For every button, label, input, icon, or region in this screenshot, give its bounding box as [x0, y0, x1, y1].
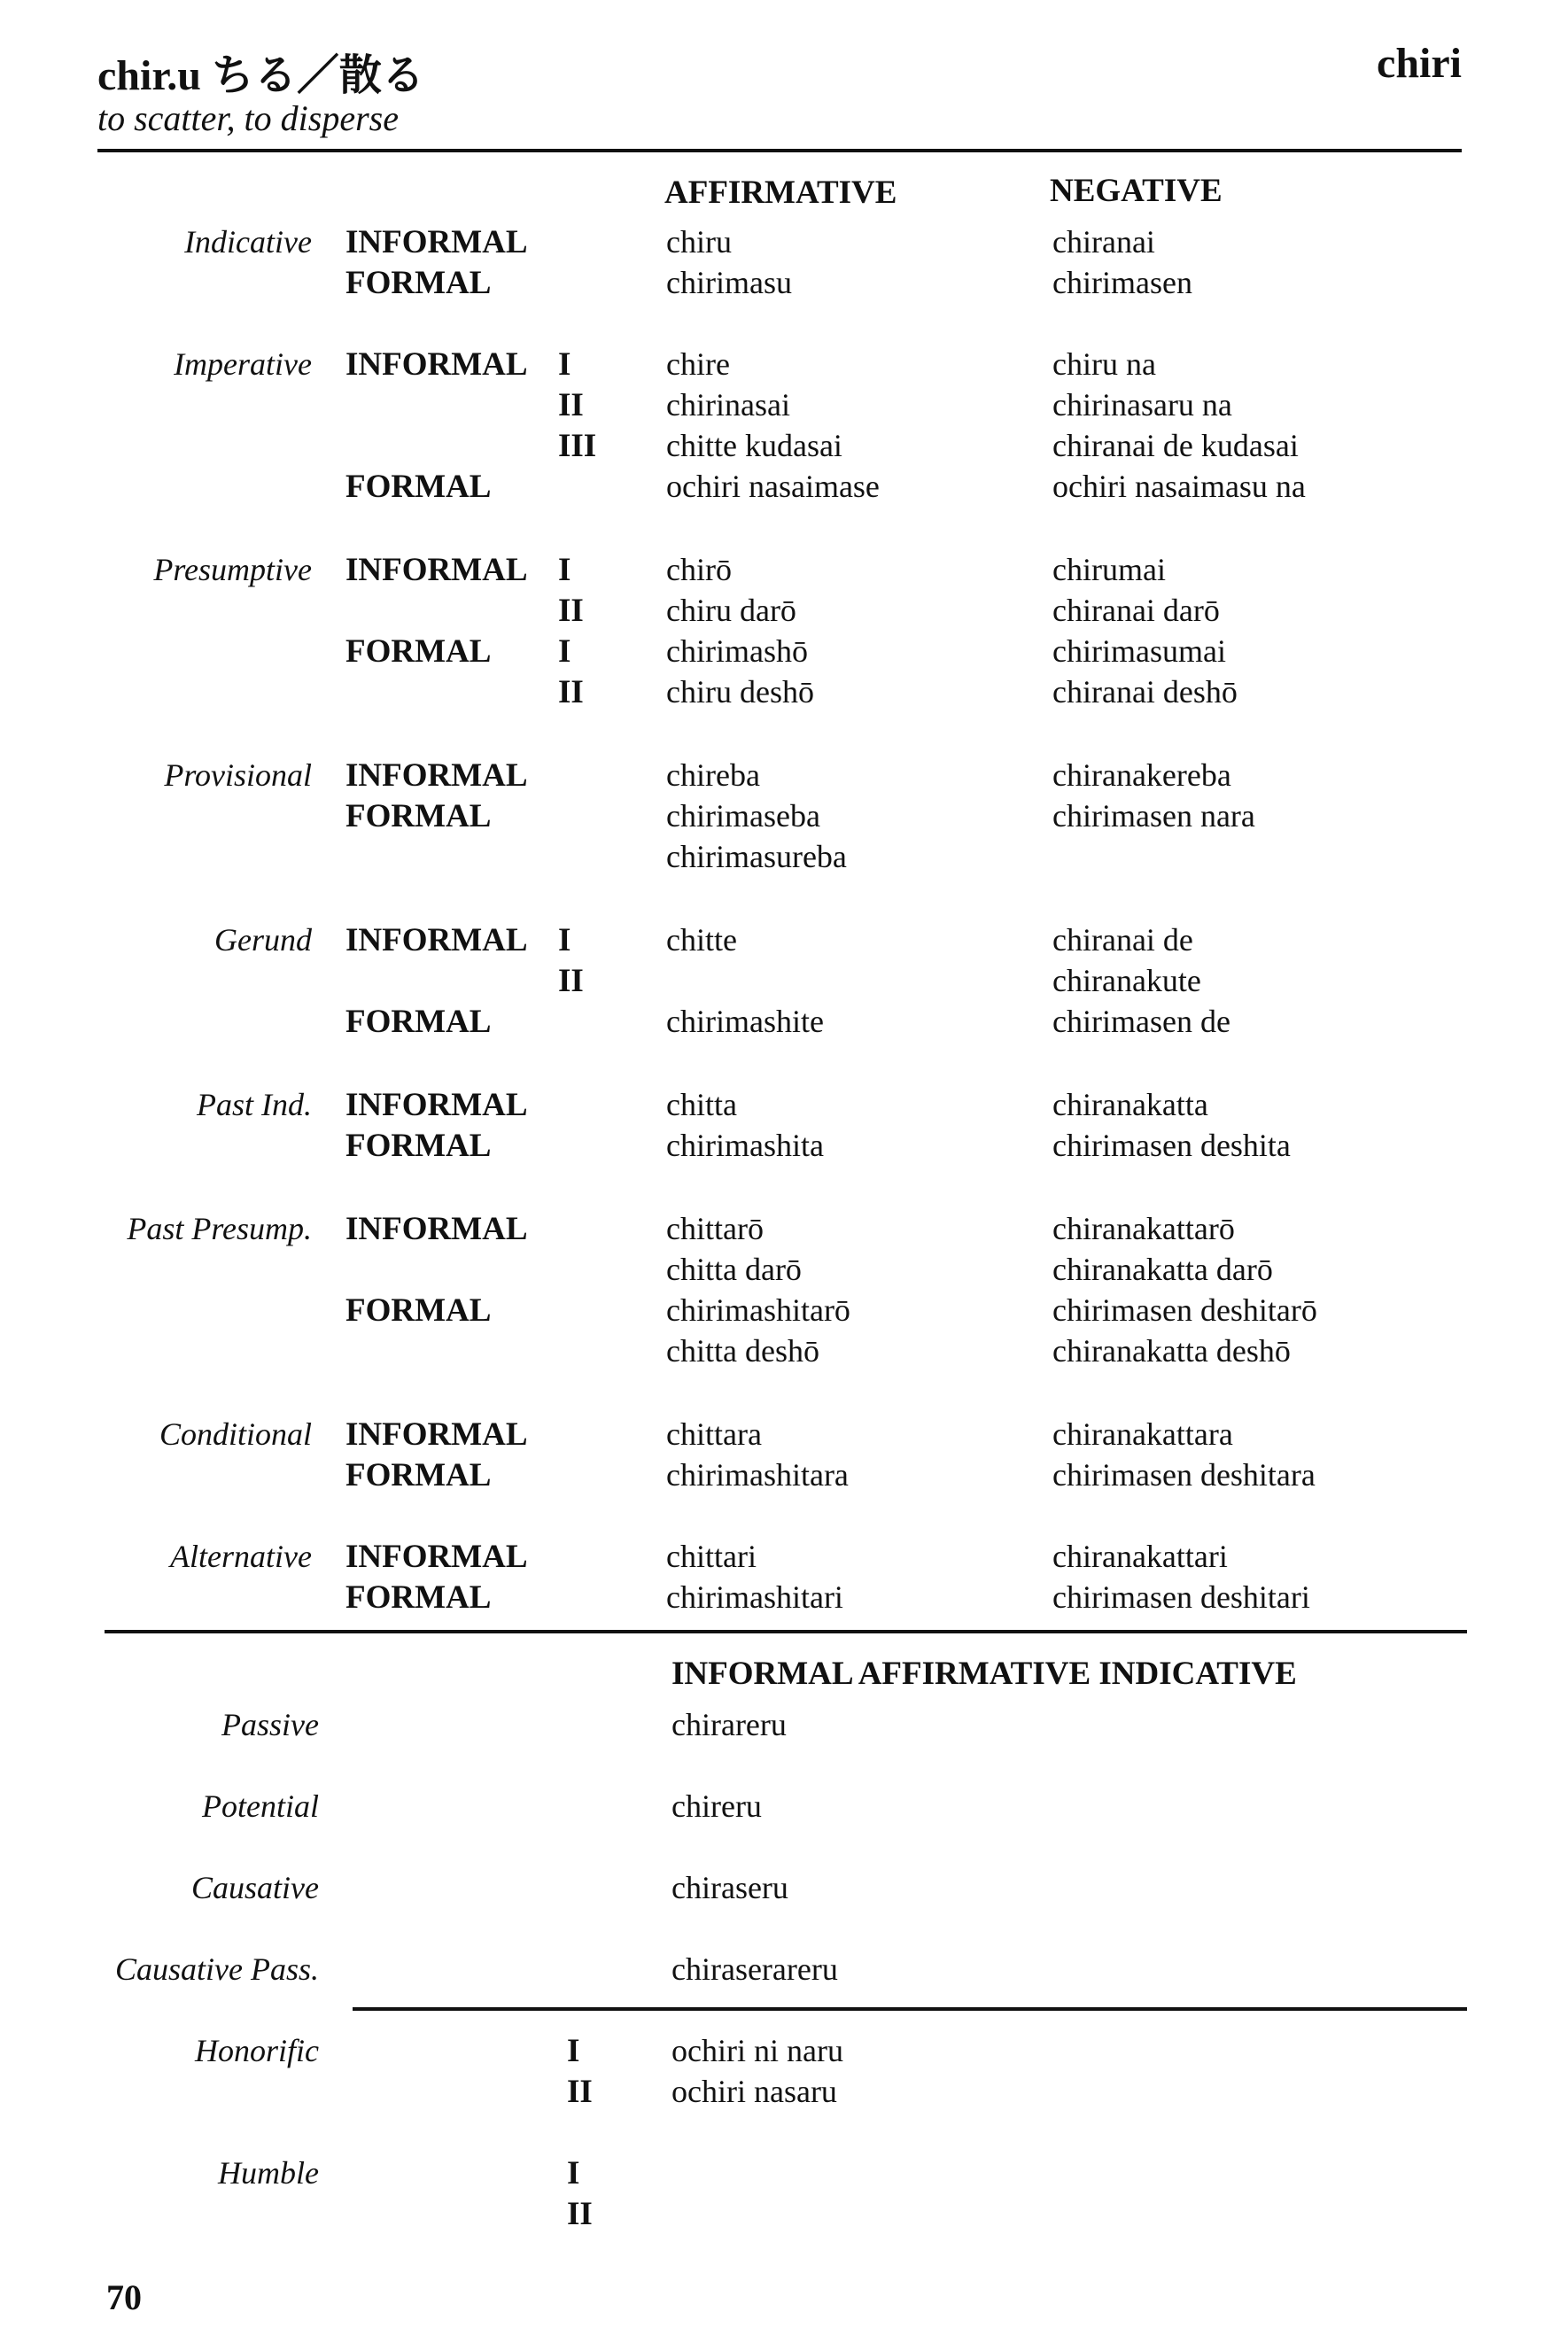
mood-label: Conditional: [159, 1416, 312, 1452]
negative-form: chiranakattara: [1052, 1416, 1233, 1452]
form-number: I: [558, 922, 571, 958]
mood-label: Presumptive: [153, 552, 312, 587]
register-label: INFORMAL: [345, 552, 528, 588]
negative-form: chiranai darō: [1052, 593, 1220, 628]
register-label: INFORMAL: [345, 1211, 528, 1247]
affirmative-form: chirimashitarō: [666, 1292, 850, 1328]
form-number: II: [558, 963, 584, 999]
honorific-label: Honorific: [195, 2033, 319, 2068]
affirmative-form: chirimasureba: [666, 839, 847, 874]
register-label: INFORMAL: [345, 1539, 528, 1575]
derived-label: Causative Pass.: [115, 1951, 319, 1987]
honorific-form: ochiri ni naru: [671, 2033, 843, 2068]
register-label: INFORMAL: [345, 346, 528, 383]
affirmative-form: chirimaseba: [666, 798, 820, 834]
mood-label: Imperative: [174, 346, 312, 382]
register-label: FORMAL: [345, 798, 492, 834]
section-rule: [105, 1630, 1467, 1633]
affirmative-form: ochiri nasaimase: [666, 469, 880, 504]
register-label: INFORMAL: [345, 757, 528, 794]
page-title: chir.u ちる／散る: [97, 52, 424, 99]
affirmative-form: chiru darō: [666, 593, 796, 628]
affirmative-form: chittari: [666, 1539, 757, 1574]
register-label: FORMAL: [345, 469, 492, 505]
mood-label: Provisional: [164, 757, 312, 793]
verb-meaning: to scatter, to disperse: [97, 98, 399, 138]
negative-form: chirimasen de: [1052, 1004, 1230, 1039]
form-number: III: [558, 428, 597, 464]
negative-form: chirimasen nara: [1052, 798, 1255, 834]
register-label: FORMAL: [345, 265, 492, 301]
page-number: 70: [106, 2277, 142, 2317]
negative-form: chiranakattarō: [1052, 1211, 1235, 1246]
affirmative-form: chire: [666, 346, 730, 382]
form-number: II: [558, 387, 584, 423]
affirmative-form: chittarō: [666, 1211, 764, 1246]
register-label: FORMAL: [345, 1292, 492, 1329]
form-number: I: [567, 2033, 580, 2069]
form-number: II: [567, 2074, 593, 2110]
negative-form: chiranai de: [1052, 922, 1193, 958]
negative-form: chiranai: [1052, 224, 1155, 260]
derived-form: chirareru: [671, 1707, 787, 1742]
derived-heading: INFORMAL AFFIRMATIVE INDICATIVE: [671, 1656, 1297, 1692]
form-number: I: [558, 633, 571, 670]
form-number: I: [567, 2155, 580, 2191]
affirmative-form: chirimashitari: [666, 1579, 843, 1615]
negative-form: chiranai de kudasai: [1052, 428, 1299, 463]
column-header-negative: NEGATIVE: [1050, 173, 1223, 209]
negative-form: ochiri nasaimasu na: [1052, 469, 1306, 504]
negative-form: chirimasen deshita: [1052, 1128, 1291, 1163]
form-number: I: [558, 346, 571, 383]
negative-form: chirimasen deshitara: [1052, 1457, 1316, 1493]
register-label: FORMAL: [345, 1128, 492, 1164]
mood-label: Alternative: [170, 1539, 312, 1574]
mood-label: Past Ind.: [197, 1087, 312, 1122]
negative-form: chirinasaru na: [1052, 387, 1232, 423]
affirmative-form: chiru deshō: [666, 674, 814, 710]
affirmative-form: chirinasai: [666, 387, 790, 423]
register-label: INFORMAL: [345, 922, 528, 958]
affirmative-form: chiru: [666, 224, 732, 260]
derived-form: chiraserareru: [671, 1951, 838, 1987]
honorific-rule: [353, 2007, 1467, 2011]
register-label: INFORMAL: [345, 1416, 528, 1453]
register-label: FORMAL: [345, 1457, 492, 1493]
affirmative-form: chirimashite: [666, 1004, 824, 1039]
affirmative-form: chitte kudasai: [666, 428, 842, 463]
register-label: INFORMAL: [345, 224, 528, 260]
negative-form: chirimasen deshitarō: [1052, 1292, 1317, 1328]
negative-form: chiru na: [1052, 346, 1156, 382]
affirmative-form: chirimashō: [666, 633, 808, 669]
affirmative-form: chitta deshō: [666, 1333, 819, 1369]
affirmative-form: chittara: [666, 1416, 762, 1452]
negative-form: chirumai: [1052, 552, 1166, 587]
form-number: II: [567, 2196, 593, 2232]
register-label: FORMAL: [345, 633, 492, 670]
negative-form: chirimasen deshitari: [1052, 1579, 1310, 1615]
affirmative-form: chitta darō: [666, 1252, 802, 1287]
affirmative-form: chitta: [666, 1087, 737, 1122]
negative-form: chirimasen: [1052, 265, 1192, 300]
derived-form: chireru: [671, 1788, 762, 1824]
top-rule: [97, 149, 1462, 152]
negative-form: chiranakattari: [1052, 1539, 1228, 1574]
negative-form: chiranakatta deshō: [1052, 1333, 1291, 1369]
mood-label: Indicative: [184, 224, 312, 260]
affirmative-form: chirō: [666, 552, 732, 587]
running-head: chiri: [1377, 40, 1462, 87]
affirmative-form: chirimashitara: [666, 1457, 849, 1493]
register-label: FORMAL: [345, 1579, 492, 1616]
column-header-affirmative: AFFIRMATIVE: [664, 175, 897, 211]
honorific-form: ochiri nasaru: [671, 2074, 837, 2109]
derived-form: chiraseru: [671, 1870, 788, 1905]
negative-form: chiranakute: [1052, 963, 1201, 998]
mood-label: Past Presump.: [127, 1211, 312, 1246]
derived-label: Causative: [191, 1870, 319, 1905]
form-number: II: [558, 674, 584, 710]
negative-form: chirimasumai: [1052, 633, 1226, 669]
negative-form: chiranakatta: [1052, 1087, 1208, 1122]
form-number: II: [558, 593, 584, 629]
negative-form: chiranakatta darō: [1052, 1252, 1273, 1287]
honorific-label: Humble: [218, 2155, 319, 2191]
register-label: INFORMAL: [345, 1087, 528, 1123]
register-label: FORMAL: [345, 1004, 492, 1040]
affirmative-form: chitte: [666, 922, 737, 958]
negative-form: chiranai deshō: [1052, 674, 1238, 710]
negative-form: chiranakereba: [1052, 757, 1231, 793]
form-number: I: [558, 552, 571, 588]
affirmative-form: chirimashita: [666, 1128, 824, 1163]
affirmative-form: chireba: [666, 757, 760, 793]
affirmative-form: chirimasu: [666, 265, 792, 300]
mood-label: Gerund: [214, 922, 312, 958]
derived-label: Passive: [221, 1707, 319, 1742]
derived-label: Potential: [202, 1788, 319, 1824]
